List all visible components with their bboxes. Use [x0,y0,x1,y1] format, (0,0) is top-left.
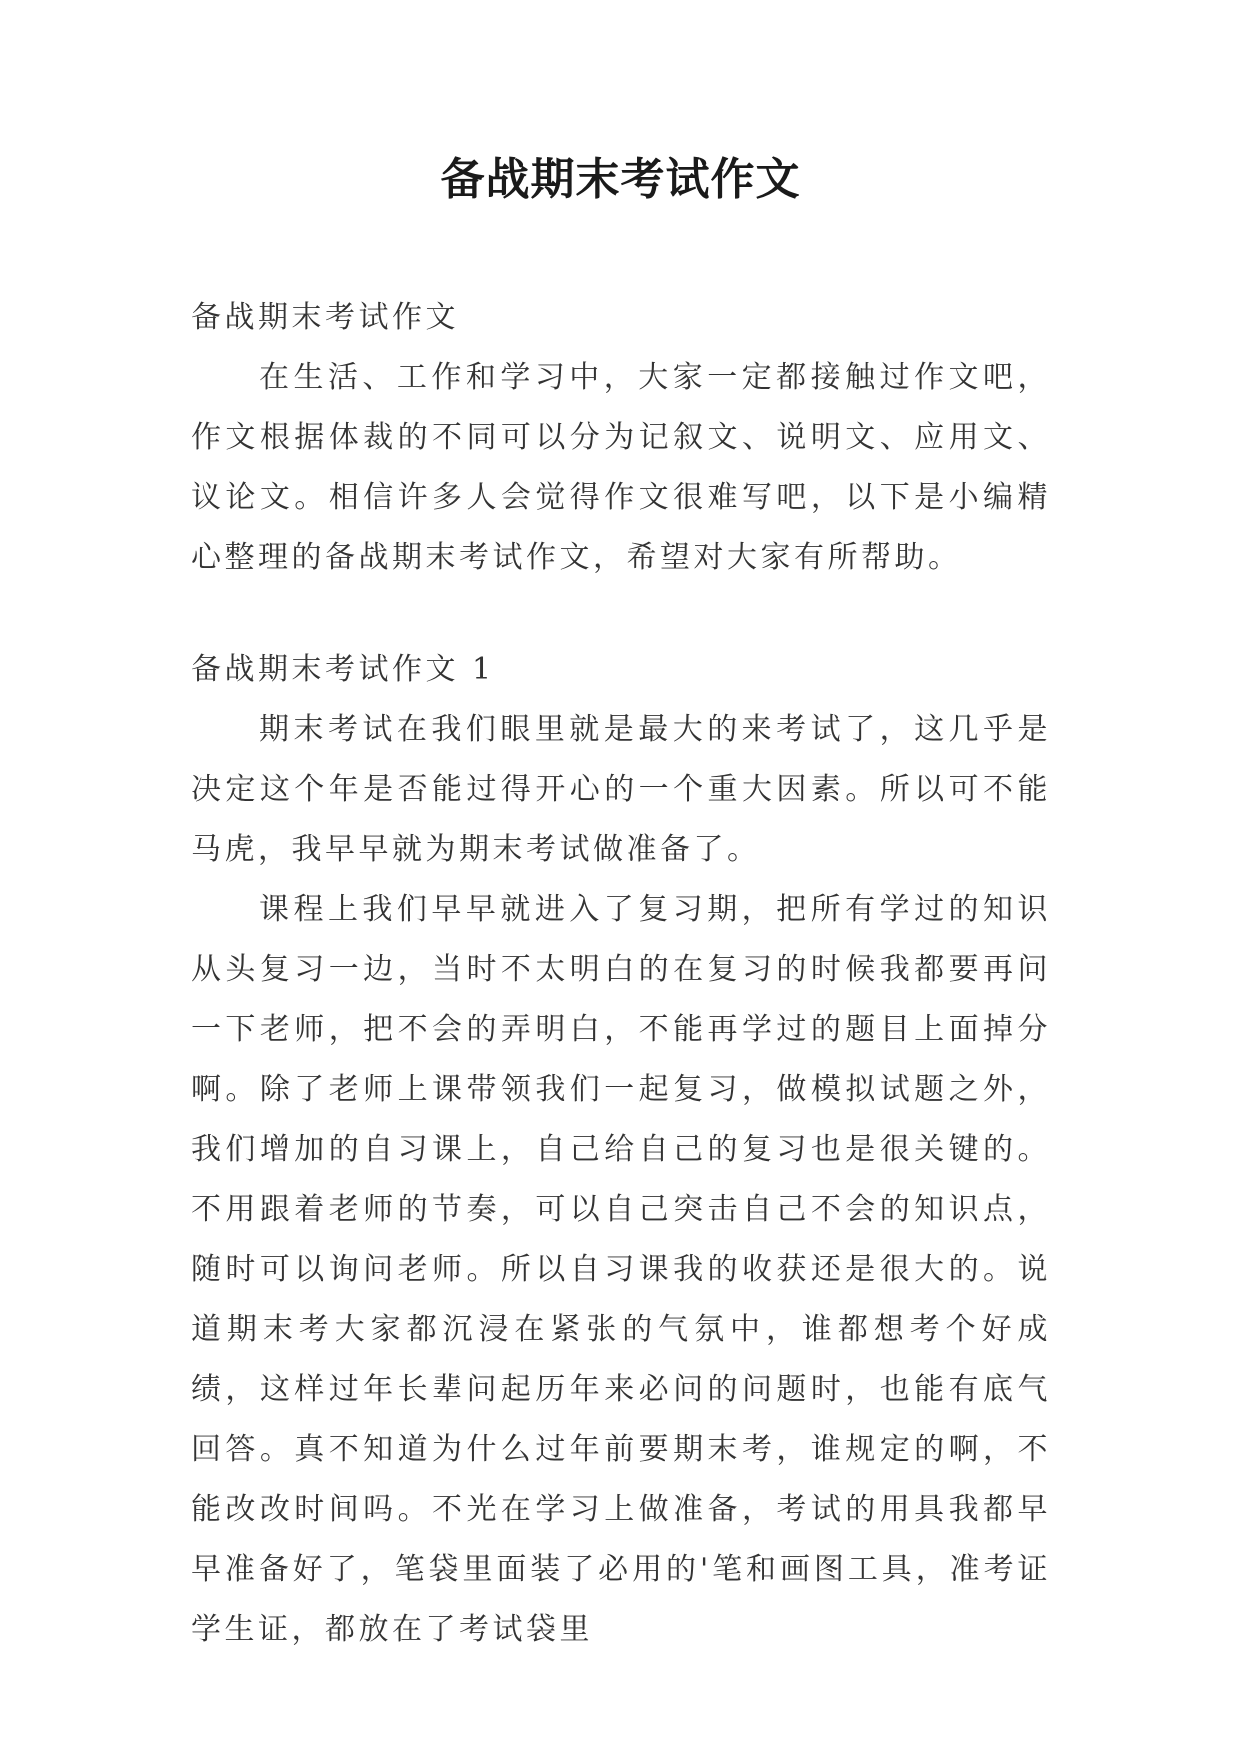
intro-heading: 备战期末考试作文 [191,300,459,335]
section-1-paragraph-2: 课程上我们早早就进入了复习期，把所有学过的知识从头复习一边，当时不太明白的在复习的时候我都要再问一下老师，把不会的弄明白，不能再学过的题目上面掉分啊。除了老师上课带领我们一起复习，做模拟试题之外，我们增加的自习课上，自己给自己的复习也是很关键的。不用跟着老师的节奏，可以自己突击自己不会的知识点，随时可以询问老师。所以自习课我的收获还是很大的。说道期末考大家都沉浸在紧张的气氛中，谁都想考个好成绩，这样过年长辈问起历年来必问的问题时，也能有底气回答。真不知道为什么过年前要期末考，谁规定的啊，不能改改时间吗。不光在学习上做准备，考试的用具我都早早准备好了，笔袋里面装了必用的'笔和画图工具，准考证学生证，都放在了考试袋里 [191,892,1051,1647]
section-1-heading: 备战期末考试作文 1 [191,652,495,687]
document-title: 备战期末考试作文 [440,154,801,205]
section-1-paragraph-1: 期末考试在我们眼里就是最大的来考试了，这几乎是决定这个年是否能过得开心的一个重大因素。所以可不能马虎，我早早就为期末考试做准备了。 [191,712,1051,867]
intro-paragraph: 在生活、工作和学习中，大家一定都接触过作文吧，作文根据体裁的不同可以分为记叙文、说明文、应用文、议论文。相信许多人会觉得作文很难写吧，以下是小编精心整理的备战期末考试作文，希望对大家有所帮助。 [191,360,1051,575]
